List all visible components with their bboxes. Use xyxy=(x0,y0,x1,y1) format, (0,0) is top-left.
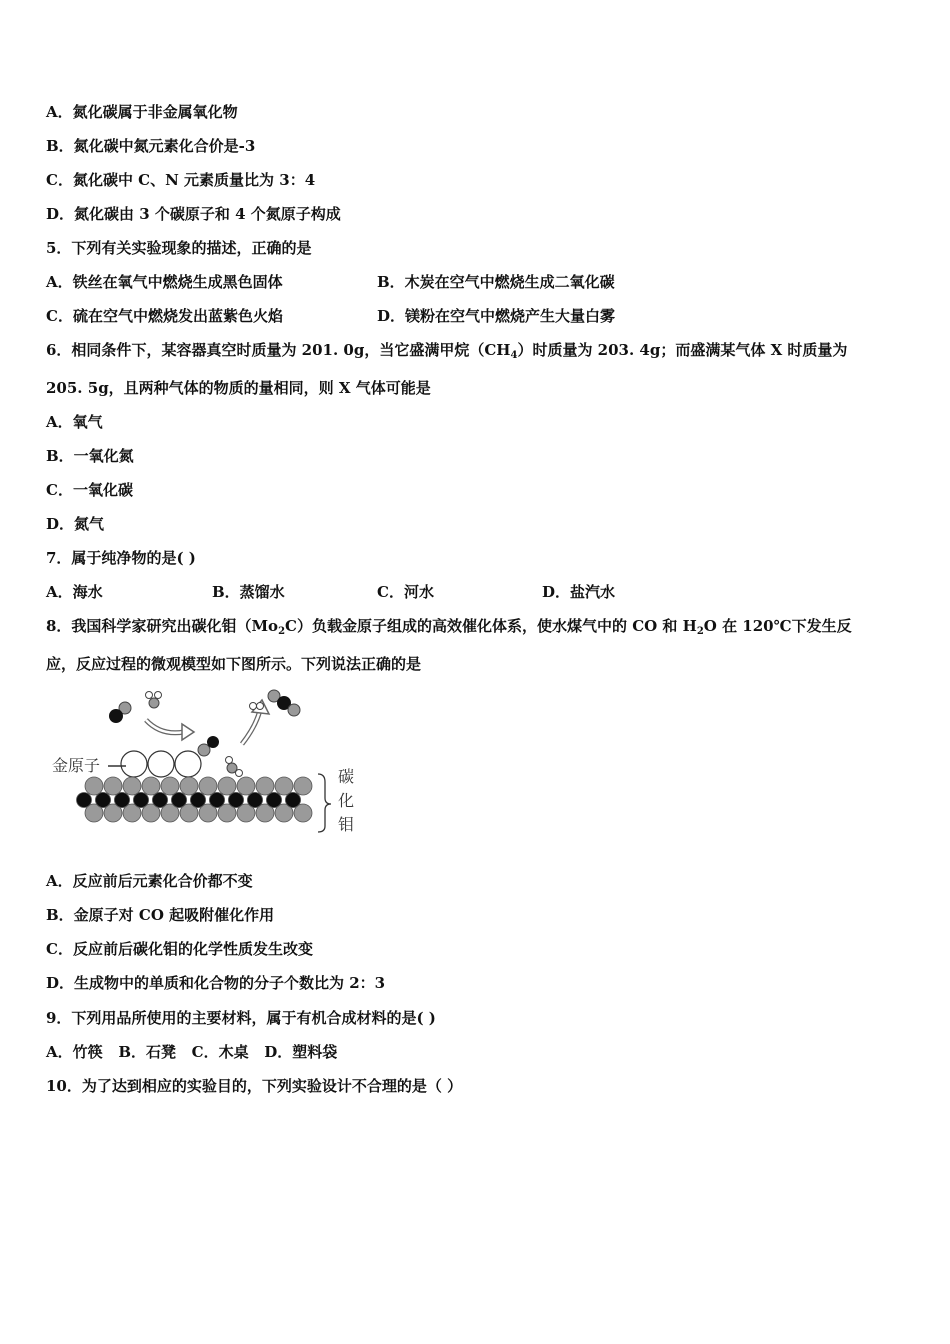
c-atom xyxy=(172,793,187,808)
q8-option-c: C．反应前后碳化钼的化学性质发生改变 xyxy=(46,940,313,958)
q7-option-a: A．海水 xyxy=(46,583,103,601)
mo-atom xyxy=(237,777,255,795)
molecule-h2-h1 xyxy=(250,703,257,710)
mo-atom xyxy=(199,777,217,795)
q9-option-a: A．竹筷 xyxy=(46,1043,103,1061)
gold-atom xyxy=(175,751,201,777)
molecule-co-o xyxy=(109,709,123,723)
c-atom xyxy=(191,793,206,808)
gold-atom xyxy=(148,751,174,777)
q8-stem-line2: 应，反应过程的微观模型如下图所示。下列说法正确的是 xyxy=(46,655,422,673)
adsorbed-h2o-h1 xyxy=(226,757,233,764)
molecule-co2-o2 xyxy=(288,704,300,716)
c-atom xyxy=(229,793,244,808)
q6-stem-line2: 205. 5g，且两种气体的物质的量相同，则 X 气体可能是 xyxy=(46,379,431,397)
figure-label-gold: 金原子 xyxy=(52,756,101,775)
q9-option-c: C．木桌 xyxy=(191,1043,249,1061)
adsorbed-co-o xyxy=(198,744,210,756)
q9-options xyxy=(46,1042,337,1062)
q4-option-d: D．氮化碳由 3 个碳原子和 4 个氮原子构成 xyxy=(46,205,341,223)
mo-atom xyxy=(161,777,179,795)
carbide-bracket xyxy=(318,774,331,832)
figure-label-mo-2: 化 xyxy=(338,791,355,810)
figure-label-mo-1: 碳 xyxy=(338,767,355,786)
mo-atom xyxy=(142,777,160,795)
q7-option-c: C．河水 xyxy=(377,583,434,601)
c-atom xyxy=(153,793,168,808)
c-atom xyxy=(267,793,282,808)
q5-option-c: C．硫在空气中燃烧发出蓝紫色火焰 xyxy=(46,307,283,325)
q8-option-b: B．金原子对 CO 起吸附催化作用 xyxy=(46,906,275,924)
q7-stem: 7．属于纯净物的是( ) xyxy=(46,549,196,567)
q6-option-c: C．一氧化碳 xyxy=(46,481,133,499)
adsorbed-h2o-h2 xyxy=(236,770,243,777)
q6-option-b: B．一氧化氮 xyxy=(46,447,134,465)
q4-option-c: C．氮化碳中 C、N 元素质量比为 3：4 xyxy=(46,171,316,189)
q6-stem-line1: 6．相同条件下，某容器真空时质量为 201. 0g，当它盛满甲烷$(CH_4)$时质量为 203. 4g；而盛满某气体 X 时质量为 xyxy=(46,341,848,361)
q8-option-d: D．生成物中的单质和化合物的分子个数比为 2：3 xyxy=(46,974,386,992)
q7-option-d: D．盐汽水 xyxy=(542,583,616,601)
q5-stem: 5．下列有关实验现象的描述，正确的是 xyxy=(46,239,312,257)
c-atom xyxy=(96,793,111,808)
gold-atom xyxy=(121,751,147,777)
catalysis-diagram xyxy=(46,686,366,842)
adsorbed-co-c xyxy=(207,736,219,748)
q9-option-d: D．塑料袋 xyxy=(264,1043,338,1061)
q9-option-b: B．石凳 xyxy=(118,1043,176,1061)
q8-stem-line1: 8．我国科学家研究出碳化钼$(Mo_2C)$负载金原子组成的高效催化体系，使水煤气中的 CO 和 $H_2O$ 在 120℃下发生反 xyxy=(46,617,852,637)
c-atom xyxy=(134,793,149,808)
q7-option-b: B．蒸馏水 xyxy=(212,583,285,601)
mo-atom xyxy=(294,777,312,795)
c-atom xyxy=(77,793,92,808)
mo-atom xyxy=(104,777,122,795)
molecule-h2o-h2 xyxy=(155,692,162,699)
molecule-h2-h2 xyxy=(257,703,264,710)
c-atom xyxy=(286,793,301,808)
c-atom xyxy=(210,793,225,808)
figure-label-mo-3: 钼 xyxy=(338,815,355,834)
q5-option-a: A．铁丝在氧气中燃烧生成黑色固体 xyxy=(46,273,283,291)
q4-option-a: A．氮化碳属于非金属氧化物 xyxy=(46,103,238,121)
q5-option-b: B．木炭在空气中燃烧生成二氧化碳 xyxy=(377,273,615,291)
q5-option-d: D．镁粉在空气中燃烧产生大量白雾 xyxy=(377,307,616,325)
q4-option-b: B．氮化碳中氮元素化合价是-3 xyxy=(46,137,256,155)
q6-option-a: A．氧气 xyxy=(46,413,103,431)
mo-atom xyxy=(123,777,141,795)
c-atom xyxy=(115,793,130,808)
q6-option-d: D．氮气 xyxy=(46,515,105,533)
q9-stem: 9．下列用品所使用的主要材料，属于有机合成材料的是( ) xyxy=(46,1009,436,1027)
c-atom xyxy=(248,793,263,808)
molecule-h2o-h1 xyxy=(146,692,153,699)
mo-atom xyxy=(180,777,198,795)
mo-atom xyxy=(218,777,236,795)
molybdenum-carbide-surface xyxy=(77,777,313,822)
molecule-h2o-o xyxy=(149,698,159,708)
mo-atom xyxy=(256,777,274,795)
q10-stem: 10．为了达到相应的实验目的，下列实验设计不合理的是（ ） xyxy=(46,1077,463,1095)
q8-option-a: A．反应前后元素化合价都不变 xyxy=(46,872,253,890)
mo-atom xyxy=(85,777,103,795)
mo-atom xyxy=(275,777,293,795)
